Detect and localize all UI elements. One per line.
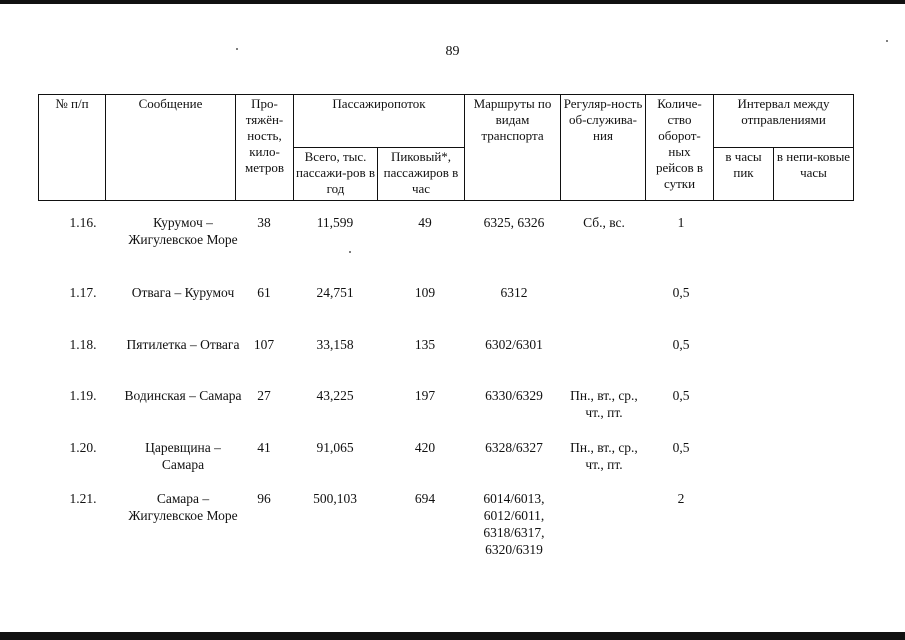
row-num: 1.17. xyxy=(69,285,97,300)
row-total: 91,065 xyxy=(316,440,354,455)
header-routes-by-type: Маршруты по видам транспорта xyxy=(465,95,561,201)
row-routes: 6325, 6326 xyxy=(483,215,545,230)
header-total: Всего, тыс. пассажи-ров в год xyxy=(294,148,378,201)
header-route: Сообщение xyxy=(106,95,236,201)
scan-bottom-border xyxy=(0,632,905,640)
row-trips: 1 xyxy=(677,215,685,230)
row-route: Курумоч – Жигулевское Море xyxy=(128,215,238,247)
row-peak: 694 xyxy=(414,491,436,506)
header-peak: Пиковый*, пассажиров в час xyxy=(378,148,465,201)
row-length: 41 xyxy=(257,440,271,455)
row-num: 1.21. xyxy=(69,491,97,506)
row-num: 1.18. xyxy=(69,337,97,352)
row-peak: 109 xyxy=(414,285,436,300)
header-regularity: Регуляр-ность об-служива-ния xyxy=(561,95,646,201)
row-regularity: Сб., вс. xyxy=(583,215,625,230)
row-total: 11,599 xyxy=(316,215,354,230)
row-length: 27 xyxy=(257,388,271,403)
header-passenger-flow: Пассажиропоток xyxy=(294,95,465,148)
scan-top-border xyxy=(0,0,905,4)
row-trips: 0,5 xyxy=(672,440,690,455)
header-interval: Интервал между отправлениями xyxy=(714,95,854,148)
row-num: 1.20. xyxy=(69,440,97,455)
header-interval-offpeak: в непи-ковые часы xyxy=(774,148,854,201)
row-routes: 6312 xyxy=(500,285,528,300)
row-route: Пятилетка – Отвага xyxy=(126,337,240,352)
row-total: 24,751 xyxy=(316,285,354,300)
header-length: Про-тяжён-ность, кило-метров xyxy=(236,95,294,201)
row-num: 1.19. xyxy=(69,388,97,403)
header-interval-peak: в часы пик xyxy=(714,148,774,201)
row-total: 500,103 xyxy=(313,491,357,506)
page-number: 89 xyxy=(445,44,460,59)
header-num: № п/п xyxy=(39,95,106,201)
row-peak: 420 xyxy=(414,440,436,455)
row-regularity: Пн., вт., ср., чт., пт. xyxy=(570,388,638,420)
row-length: 96 xyxy=(257,491,271,506)
header-trips: Количе-ство оборот-ных рейсов в сутки xyxy=(646,95,714,201)
row-routes: 6302/6301 xyxy=(485,337,543,352)
row-peak: 49 xyxy=(418,215,432,230)
row-length: 61 xyxy=(257,285,271,300)
row-num: 1.16. xyxy=(69,215,97,230)
row-total: 33,158 xyxy=(316,337,354,352)
row-routes: 6330/6329 xyxy=(485,388,543,403)
row-route: Самара – Жигулевское Море xyxy=(128,491,238,523)
row-regularity: Пн., вт., ср., чт., пт. xyxy=(570,440,638,472)
row-routes: 6014/6013, 6012/6011, 6318/6317, 6320/6319 xyxy=(483,491,545,557)
row-route: Водинская – Самара xyxy=(124,388,242,403)
row-length: 107 xyxy=(253,337,275,352)
table-header xyxy=(38,94,854,201)
row-peak: 197 xyxy=(414,388,436,403)
row-length: 38 xyxy=(257,215,271,230)
row-trips: 0,5 xyxy=(672,337,690,352)
row-trips: 2 xyxy=(677,491,685,506)
row-trips: 0,5 xyxy=(672,388,690,403)
row-trips: 0,5 xyxy=(672,285,690,300)
row-route: Царевщина – Самара xyxy=(145,440,221,472)
scan-speck xyxy=(886,40,888,42)
row-route: Отвага – Курумоч xyxy=(131,285,235,300)
row-peak: 135 xyxy=(414,337,436,352)
row-total: 43,225 xyxy=(316,388,354,403)
scan-speck xyxy=(349,251,351,253)
row-routes: 6328/6327 xyxy=(485,440,543,455)
